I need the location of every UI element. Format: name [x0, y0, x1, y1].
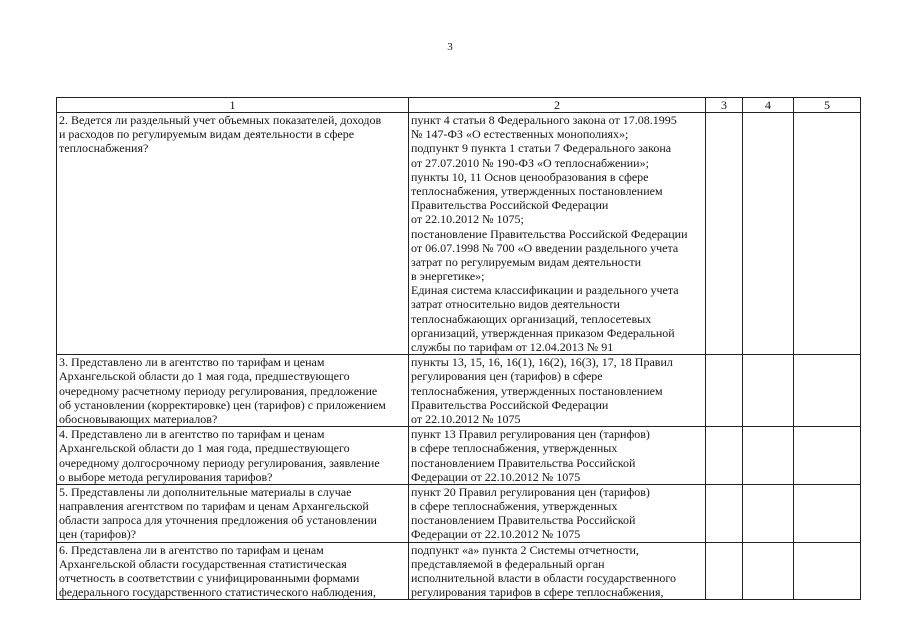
text-line: Правительства Российской Федерации — [411, 198, 609, 213]
text-line: регулирования тарифов в сфере теплоснабжения, — [411, 585, 664, 600]
legal-basis-cell — [409, 113, 706, 355]
text-line: Архангельской области государственная статистическая — [59, 556, 347, 571]
text-line: 6. Представлена ли в агентство по тарифам и ценам — [59, 542, 324, 557]
text-line: 3. Представлено ли в агентство по тарифам и ценам — [59, 355, 325, 370]
mark-cell-col-4 — [743, 355, 794, 427]
text-line: направления агентством по тарифам и ценам Архангельской — [59, 499, 369, 514]
text-line: от 27.07.2010 № 190-ФЗ «О теплоснабжении»; — [411, 155, 649, 170]
text-line: пункты 10, 11 Основ ценообразования в сфере — [411, 169, 649, 184]
table-header-cell-1: 1 — [57, 98, 409, 113]
question-cell — [57, 113, 409, 355]
text-line: о выборе метода регулирования тарифов? — [59, 469, 273, 484]
text-line: пункт 13 Правил регулирования цен (тарифов) — [411, 427, 650, 442]
table-header-row — [57, 98, 861, 113]
table-header — [57, 98, 861, 113]
table-body — [57, 113, 861, 600]
text-line: отчетность в соответствии с унифицированными формами — [59, 571, 360, 585]
table-row — [57, 113, 861, 355]
text-line: цен (тарифов)? — [59, 527, 137, 542]
table-header-cell-5: 5 — [794, 98, 861, 113]
text-line: затрат относительно видов деятельности — [411, 297, 620, 312]
mark-cell-col-5 — [794, 355, 861, 427]
text-line: подпункт «а» пункта 2 Системы отчетности, — [411, 542, 639, 557]
mark-cell-col-3 — [706, 484, 743, 542]
text-line: представляемой в федеральный орган — [411, 556, 605, 571]
mark-cell-col-4 — [743, 542, 794, 600]
text-line: теплоснабжения? — [59, 141, 149, 156]
text-line: теплоснабжения, утвержденных постановлением — [411, 183, 663, 198]
text-line: в сфере теплоснабжения, утвержденных — [411, 499, 618, 514]
mark-cell-col-5 — [794, 113, 861, 355]
text-line: федерального государственного статистического наблюдения, — [59, 585, 376, 600]
text-line: регулирования цен (тарифов) в сфере — [411, 369, 603, 384]
text-line: области запроса для уточнения предложения об установлении — [59, 513, 377, 528]
text-line: постановление Правительства Российской Федерации — [411, 226, 688, 241]
question-cell — [57, 427, 409, 485]
text-line: постановлением Правительства Российской — [411, 455, 636, 470]
table-header-cell-2: 2 — [409, 98, 706, 113]
text-line: Архангельской области до 1 мая года, предшествующего — [59, 441, 350, 456]
text-line: Архангельской области до 1 мая года, предшествующего — [59, 369, 350, 384]
text-line: пункт 4 статьи 8 Федерального закона от 17.08.1995 — [411, 113, 677, 127]
question-cell — [57, 542, 409, 600]
checklist-table — [56, 97, 861, 600]
text-line: пункты 13, 15, 16, 16(1), 16(2), 16(3), 17, 18 Правил — [411, 355, 673, 370]
question-cell — [57, 484, 409, 542]
text-line: № 147-ФЗ «О естественных монополиях»; — [411, 127, 629, 142]
text-line: 4. Представлено ли в агентство по тарифам и ценам — [59, 427, 325, 442]
mark-cell-col-3 — [706, 113, 743, 355]
legal-basis-cell — [409, 427, 706, 485]
text-line: от 22.10.2012 № 1075; — [411, 212, 524, 227]
table-header-cell-3: 3 — [706, 98, 743, 113]
legal-basis-cell — [409, 484, 706, 542]
mark-cell-col-5 — [794, 484, 861, 542]
text-line: службы по тарифам от 12.04.2013 № 91 — [411, 340, 614, 354]
legal-basis-cell — [409, 542, 706, 600]
text-line: от 22.10.2012 № 1075 — [411, 411, 521, 426]
text-line: Единая система классификации и раздельного учета — [411, 283, 679, 298]
text-line: теплоснабжения, утвержденных постановлением — [411, 383, 663, 398]
text-line: Федерации от 22.10.2012 № 1075 — [411, 527, 581, 542]
text-line: и расходов по регулируемым видам деятельности в сфере — [59, 127, 355, 142]
table-row — [57, 484, 861, 542]
text-line: подпункт 9 пункта 1 статьи 7 Федерального закона — [411, 141, 672, 156]
text-line: Правительства Российской Федерации — [411, 397, 609, 412]
mark-cell-col-5 — [794, 427, 861, 485]
table-row — [57, 542, 861, 600]
text-line: затрат по регулируемым видам деятельности — [411, 254, 642, 269]
text-line: организаций, утвержденная приказом Федеральной — [411, 325, 675, 340]
text-line: очередному расчетному периоду регулирования, предложение — [59, 383, 378, 398]
mark-cell-col-4 — [743, 113, 794, 355]
legal-basis-cell — [409, 355, 706, 427]
mark-cell-col-3 — [706, 427, 743, 485]
text-line: в энергетике»; — [411, 269, 485, 284]
table-header-cell-4: 4 — [743, 98, 794, 113]
text-line: теплоснабжающих организаций, теплосетевых — [411, 311, 652, 326]
text-line: очередному долгосрочному периоду регулирования, заявление — [59, 455, 380, 470]
mark-cell-col-4 — [743, 484, 794, 542]
text-line: 2. Ведется ли раздельный учет объемных показателей, доходов — [59, 113, 382, 127]
text-line: от 06.07.1998 № 700 «О введении раздельного учета — [411, 240, 679, 255]
text-line: об установлении (корректировке) цен (тарифов) с приложением — [59, 397, 386, 412]
text-line: в сфере теплоснабжения, утвержденных — [411, 441, 618, 456]
text-line: обосновывающих материалов? — [59, 411, 218, 426]
text-line: исполнительной власти в области государственного — [411, 571, 677, 585]
page-number: 3 — [447, 41, 453, 53]
table-row — [57, 427, 861, 485]
text-line: пункт 20 Правил регулирования цен (тарифов) — [411, 484, 650, 499]
text-line: 5. Представлены ли дополнительные материалы в случае — [59, 484, 352, 499]
question-cell — [57, 355, 409, 427]
mark-cell-col-3 — [706, 355, 743, 427]
mark-cell-col-4 — [743, 427, 794, 485]
table-row — [57, 355, 861, 427]
text-line: Федерации от 22.10.2012 № 1075 — [411, 469, 581, 484]
mark-cell-col-5 — [794, 542, 861, 600]
mark-cell-col-3 — [706, 542, 743, 600]
text-line: постановлением Правительства Российской — [411, 513, 636, 528]
